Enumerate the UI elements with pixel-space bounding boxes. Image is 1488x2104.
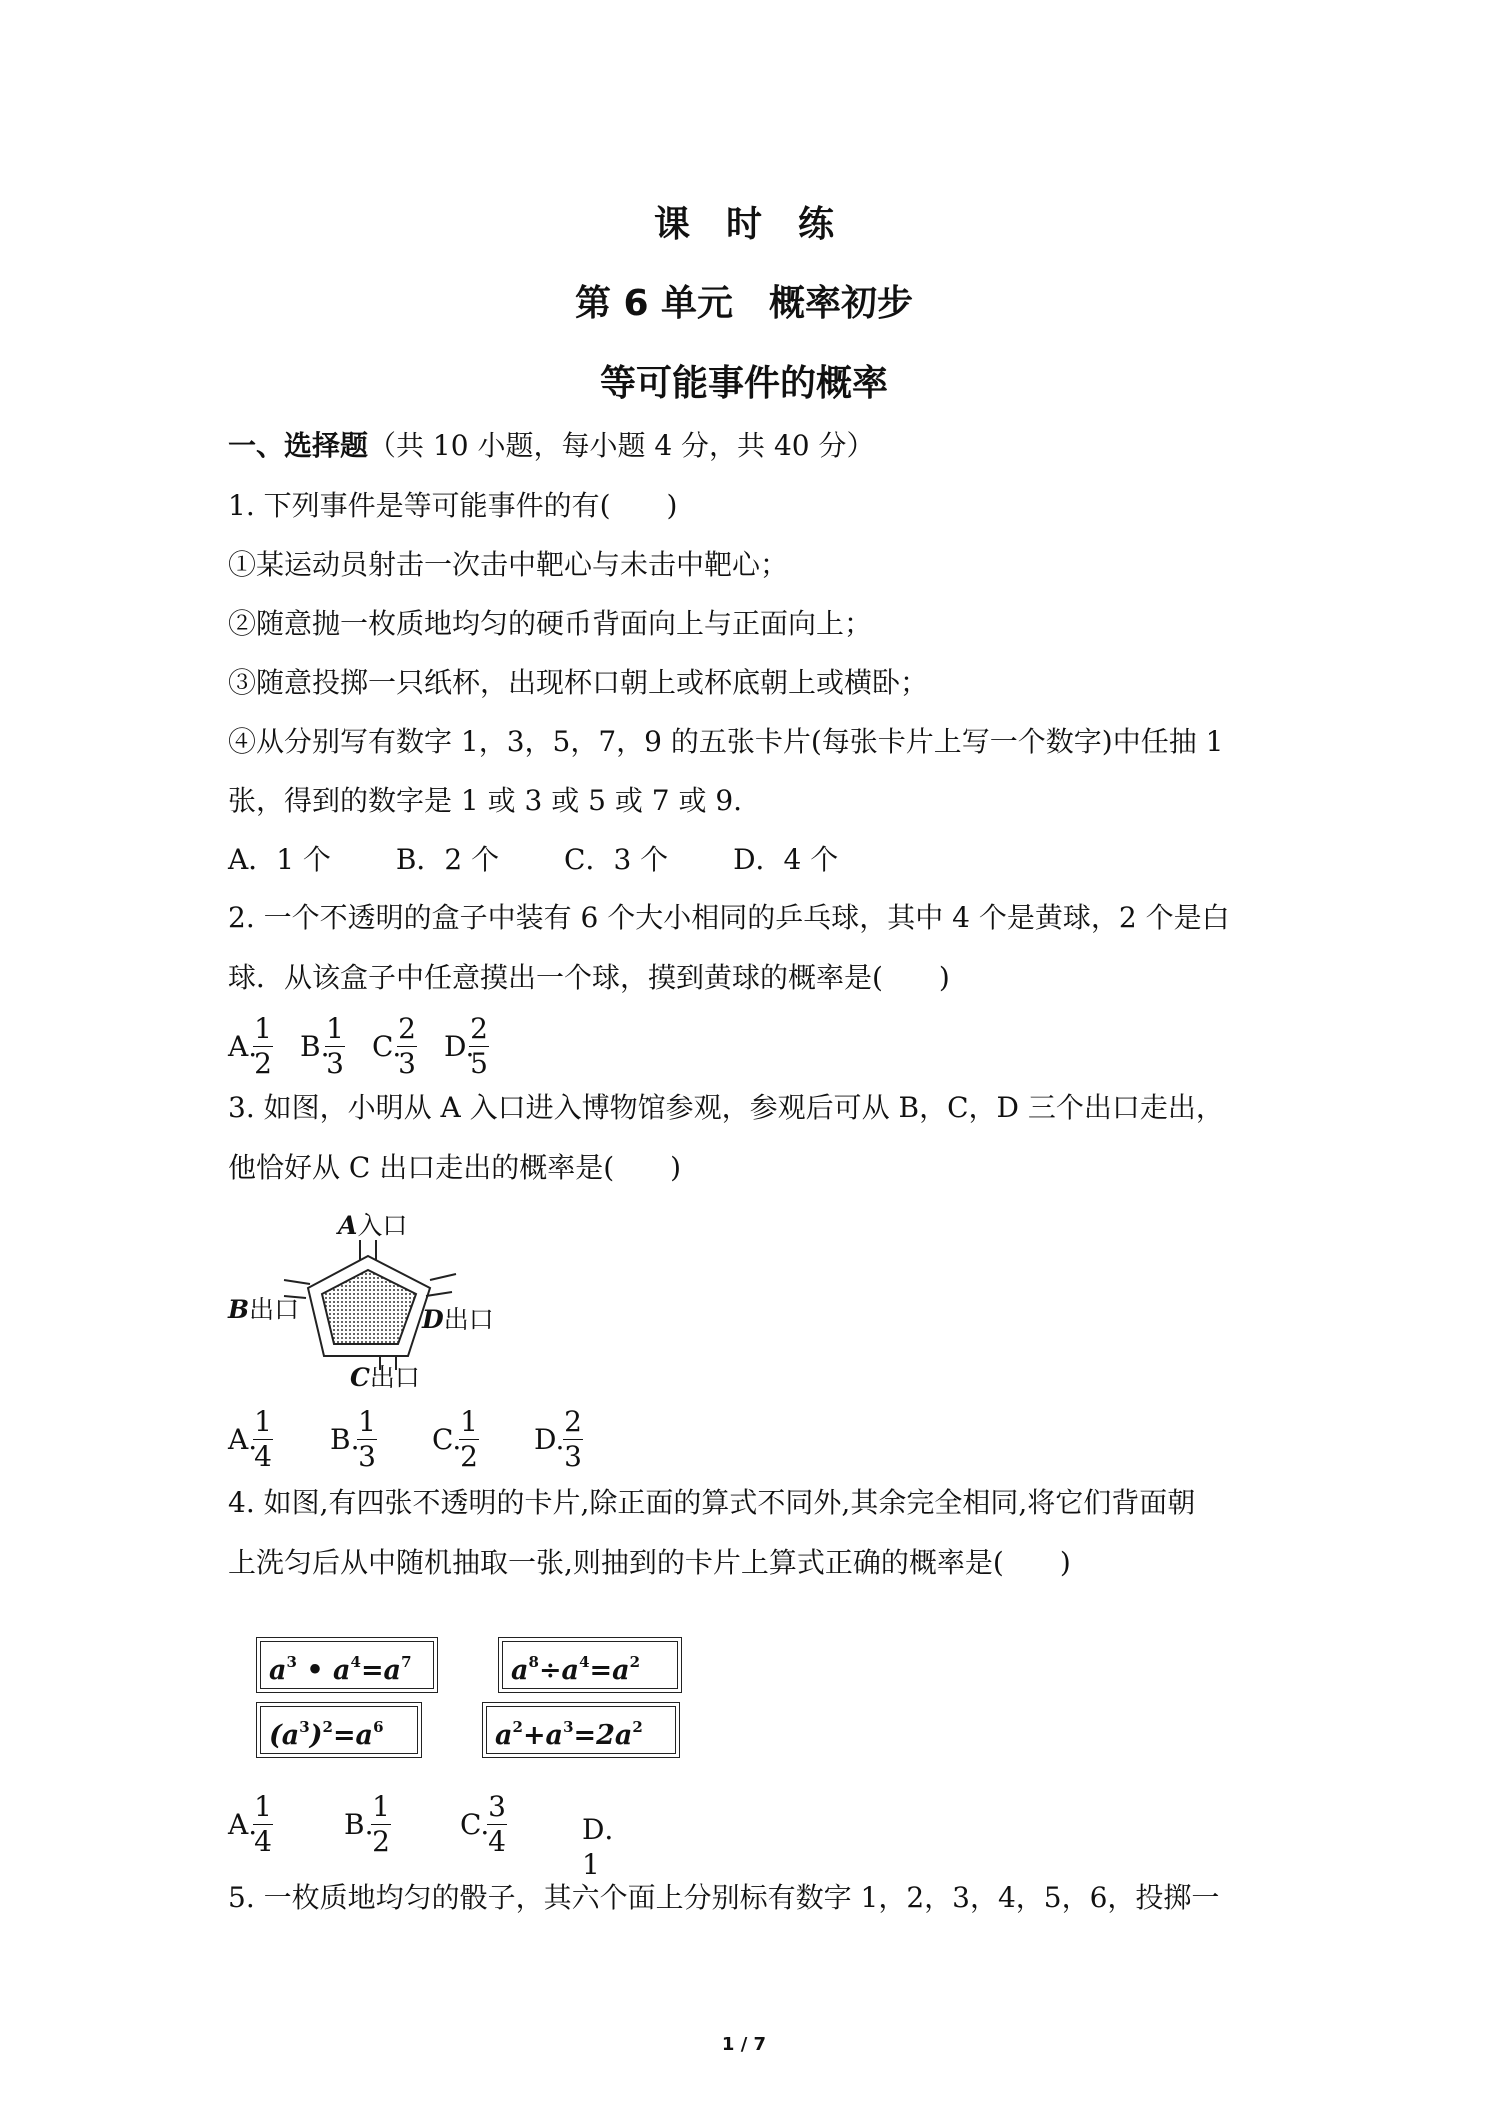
card-4-expression [486, 1706, 676, 1754]
expr-part: (a [269, 1720, 300, 1751]
denominator: 4 [254, 1440, 272, 1473]
numerator: 1 [460, 1405, 478, 1438]
numerator: 1 [358, 1405, 376, 1438]
option-letter: A. [228, 1030, 258, 1063]
q1-item-4-line2: 张，得到的数字是 1 或 3 或 5 或 7 或 9. [228, 784, 743, 817]
fraction [356, 1405, 378, 1474]
denominator: 3 [326, 1047, 344, 1080]
section-info: （共 10 小题，每小题 4 分，共 40 分） [368, 429, 875, 462]
denominator: 2 [254, 1047, 272, 1080]
q1-option-c: C．3 个 [564, 843, 669, 876]
q3-stem-line1: 3. 如图，小明从 A 入口进入博物馆参观，参观后可从 B，C，D 三个出口走出， [228, 1091, 1224, 1124]
fraction [458, 1405, 480, 1474]
denominator: 3 [564, 1440, 582, 1473]
exponent: 4 [579, 1653, 590, 1671]
q1-item-4-line1: ④从分别写有数字 1，3，5，7，9 的五张卡片(每张卡片上写一个数字)中任抽 1 [228, 725, 1224, 758]
option-letter: A. [228, 1423, 258, 1456]
expr-part: ÷a [538, 1655, 580, 1686]
section-label: 一、选择题 [228, 429, 369, 462]
numerator: 2 [564, 1405, 582, 1438]
exponent: 3 [299, 1718, 310, 1736]
q1-option-a: A．1 个 [228, 843, 331, 876]
fraction [252, 1405, 274, 1474]
numerator: 1 [254, 1012, 272, 1045]
card-2-expression [502, 1641, 678, 1689]
expr-part: a [269, 1655, 287, 1686]
option-letter: B. [330, 1423, 360, 1456]
denominator: 2 [372, 1825, 390, 1858]
denominator: 3 [358, 1440, 376, 1473]
option-letter: C. [372, 1030, 402, 1063]
numerator: 2 [398, 1012, 416, 1045]
card-1-expression [260, 1641, 434, 1689]
exponent: 2 [322, 1718, 333, 1736]
section-heading [228, 428, 875, 464]
exit-d-wall [430, 1274, 456, 1280]
label-letter: D [422, 1305, 444, 1334]
label-letter: C [350, 1363, 370, 1392]
q1-option-d: D．4 个 [733, 843, 839, 876]
numerator: 2 [470, 1012, 488, 1045]
expr-part: =2a [573, 1720, 633, 1751]
denominator: 4 [254, 1825, 272, 1858]
fraction [370, 1790, 392, 1859]
q4-stem-line1: 4. 如图,有四张不透明的卡片,除正面的算式不同外,其余完全相同,将它们背面朝 [228, 1486, 1196, 1519]
exponent: 2 [632, 1718, 643, 1736]
denominator: 5 [470, 1047, 488, 1080]
exit-b-wall [284, 1280, 310, 1284]
expr-part: a [495, 1720, 513, 1751]
q1-option-b: B．2 个 [395, 843, 500, 876]
q4-stem-line2: 上洗匀后从中随机抽取一张,则抽到的卡片上算式正确的概率是( ) [228, 1546, 1071, 1579]
denominator: 2 [460, 1440, 478, 1473]
numerator: 3 [488, 1790, 506, 1823]
option-letter: C. [432, 1423, 462, 1456]
q1-stem: 1. 下列事件是等可能事件的有( ) [228, 489, 678, 522]
exponent: 2 [512, 1718, 523, 1736]
q2-stem-line1: 2. 一个不透明的盒子中装有 6 个大小相同的乒乓球，其中 4 个是黄球，2 个是白 [228, 901, 1230, 934]
q3-stem-line2: 他恰好从 C 出口走出的概率是( ) [228, 1151, 682, 1184]
expr-part: =a [332, 1720, 374, 1751]
unit-title: 第 6 单元 概率初步 [574, 283, 914, 324]
option-letter: B. [344, 1808, 374, 1841]
expr-part: ) [309, 1720, 323, 1751]
card-4 [482, 1702, 680, 1758]
fraction [324, 1012, 346, 1081]
numerator: 1 [254, 1790, 272, 1823]
label-text: 出口 [369, 1363, 420, 1392]
card-1 [256, 1637, 438, 1693]
fraction [562, 1405, 584, 1474]
exponent: 8 [528, 1653, 539, 1671]
card-3 [256, 1702, 422, 1758]
label-text: 出口 [249, 1295, 300, 1324]
card-3-expression [260, 1706, 418, 1754]
fraction [252, 1012, 274, 1081]
exhibit-area [322, 1270, 416, 1344]
lesson-title: 等可能事件的概率 [599, 363, 888, 404]
denominator: 4 [488, 1825, 506, 1858]
exponent: 3 [563, 1718, 574, 1736]
document-title: 课 时 练 [653, 204, 834, 245]
label-letter: B [228, 1295, 250, 1324]
fraction [396, 1012, 418, 1081]
numerator: 1 [372, 1790, 390, 1823]
q4-option-d: D．1 [582, 1813, 633, 1881]
q1-item-1: ①某运动员射击一次击中靶心与未击中靶心； [228, 548, 789, 581]
expr-part: • a [296, 1655, 351, 1686]
label-a-entrance [338, 1206, 407, 1242]
q2-stem-line2: 球．从该盒子中任意摸出一个球，摸到黄球的概率是( ) [228, 961, 950, 994]
numerator: 1 [254, 1405, 272, 1438]
option-letter: D. [534, 1423, 565, 1456]
fraction [486, 1790, 508, 1859]
option-letter: B. [300, 1030, 330, 1063]
expr-part: a [511, 1655, 529, 1686]
fraction [252, 1790, 274, 1859]
label-c-exit [350, 1358, 420, 1394]
numerator: 1 [326, 1012, 344, 1045]
expr-part: +a [522, 1720, 564, 1751]
label-d-exit [422, 1300, 494, 1336]
q1-item-2: ②随意抛一枚质地均匀的硬币背面向上与正面向上； [228, 607, 873, 640]
exponent: 3 [286, 1653, 297, 1671]
label-b-exit [228, 1290, 299, 1326]
exponent: 6 [373, 1718, 384, 1736]
label-text: 入口 [357, 1211, 408, 1240]
q1-options [228, 842, 838, 878]
exponent: 4 [350, 1653, 361, 1671]
option-letter: A. [228, 1808, 258, 1841]
label-letter: A [338, 1211, 358, 1240]
q5-stem-line1: 5. 一枚质地均匀的骰子，其六个面上分别标有数字 1，2，3，4，5，6，投掷一 [228, 1881, 1220, 1914]
page-number: 1 / 7 [721, 2034, 767, 2055]
fraction [468, 1012, 490, 1081]
expr-part: =a [589, 1655, 630, 1686]
exponent: 2 [629, 1653, 641, 1671]
option-letter: C. [460, 1808, 490, 1841]
card-2 [498, 1637, 682, 1693]
expr-part: =a [360, 1655, 402, 1686]
exit-d-wall [426, 1292, 452, 1296]
q1-item-3: ③随意投掷一只纸杯，出现杯口朝上或杯底朝上或横卧； [228, 666, 929, 699]
option-letter: D. [444, 1030, 475, 1063]
label-text: 出口 [443, 1305, 494, 1334]
exponent: 7 [401, 1653, 412, 1671]
denominator: 3 [398, 1047, 416, 1080]
